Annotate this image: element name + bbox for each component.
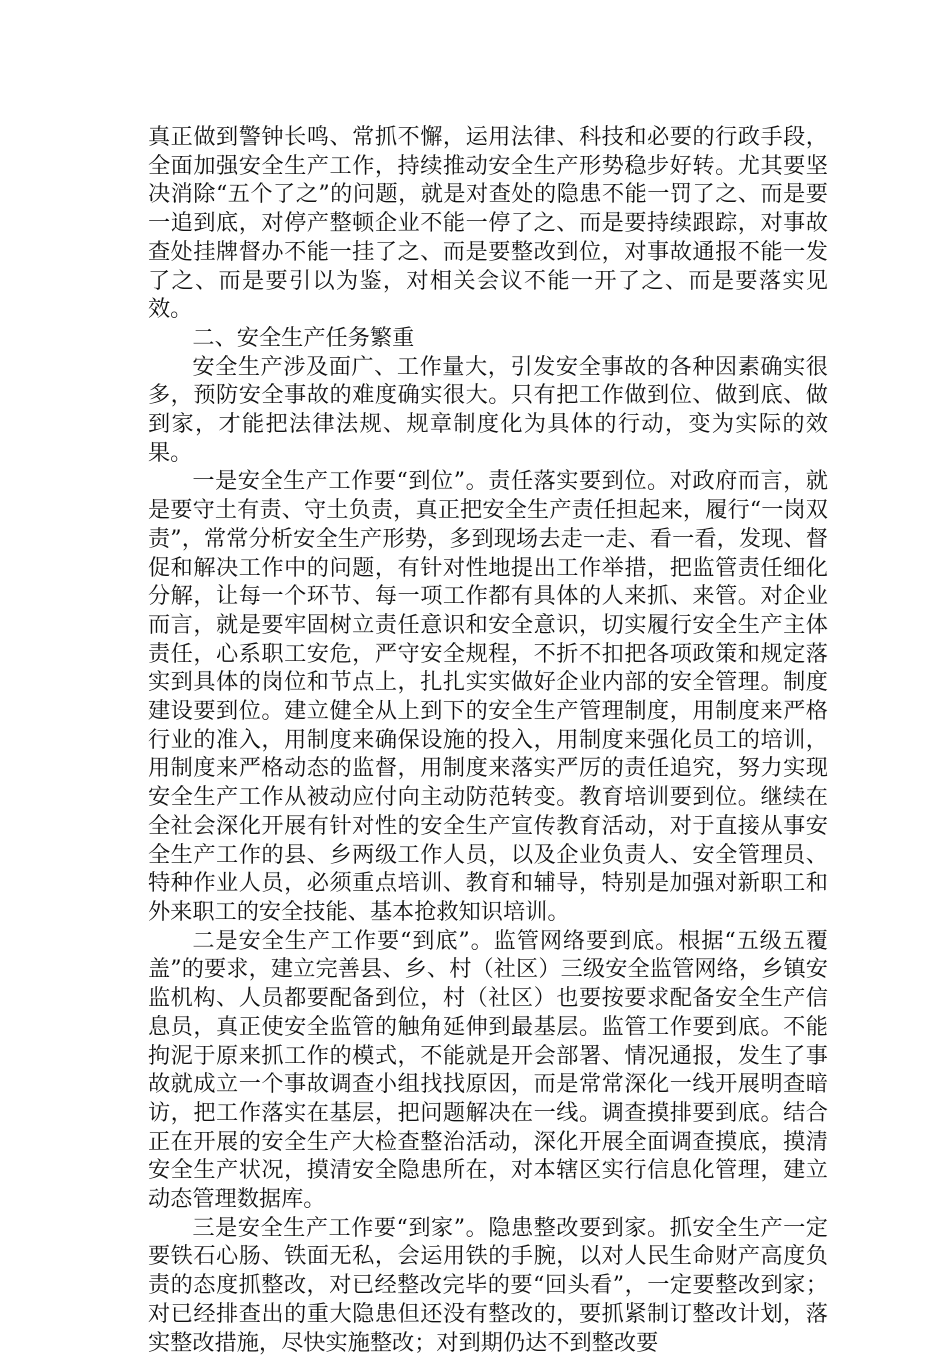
paragraph-1: 真正做到警钟长鸣、常抓不懈，运用法律、科技和必要的行政手段，全面加强安全生产工作，持续推动安全生产形势稳步好转。尤其要坚决消除“五个了之”的问题，就是对查处的隐患不能一罚了之、而是要一追到底，对停产整顿企业不能一停了之、而是要持续跟踪，对事故查处挂牌督办不能一挂了之、而是要整改到位，对事故通报不能一发了之、而是要引以为鉴，对相关会议不能一开了之、而是要落实见效。 (148, 124, 828, 323)
section-heading: 二、安全生产任务繁重 (192, 324, 415, 351)
paragraph-3: 一是安全生产工作要“到位”。责任落实要到位。对政府而言，就是要守土有责、守土负责，真正把安全生产责任担起来，履行“一岗双责”，常常分析安全生产形势，多到现场去走一走、看一看，发现、督促和解决工作中的问题，有针对性地提出工作举措，把监管责任细化分解，让每一个环节、每一项工作都有具体的人来抓、来管。对企业而言，就是要牢固树立责任意识和安全意识，切实履行安全生产主体责任，心系职工安危，严守安全规程，不折不扣把各项政策和规定落实到具体的岗位和节点上，扎扎实实做好企业内部的安全管理。制度建设要到位。建立健全从上到下的安全生产管理制度，用制度来严格行业的准入，用制度来确保设施的投入，用制度来强化员工的培训，用制度来严格动态的监督，用制度来落实严厉的责任追究，努力实现安全生产工作从被动应付向主动防范转变。教育培训要到位。继续在全社会深化开展有针对性的安全生产宣传教育活动，对于直接从事安全生产工作的县、乡两级工作人员，以及企业负责人、安全管理员、特种作业人员，必须重点培训、教育和辅导，特别是加强对新职工和外来职工的安全技能、基本抢救知识培训。 (148, 468, 828, 925)
paragraph-4: 二是安全生产工作要“到底”。监管网络要到底。根据“五级五覆盖”的要求，建立完善县、乡、村（社区）三级安全监管网络，乡镇安监机构、人员都要配备到位，村（社区）也要按要求配备安全生产信息员，真正使安全监管的触角延伸到最基层。监管工作要到底。不能拘泥于原来抓工作的模式，不能就是开会部署、情况通报，发生了事故就成立一个事故调查小组找找原因，而是常常深化一线开展明查暗访，把工作落实在基层，把问题解决在一线。调查摸排要到底。结合正在开展的安全生产大检查整治活动，深化开展全面调查摸底，摸清安全生产状况，摸清安全隐患所在，对本辖区实行信息化管理，建立动态管理数据库。 (148, 927, 828, 1213)
document-page (148, 123, 828, 1357)
paragraph-2: 安全生产涉及面广、工作量大，引发安全事故的各种因素确实很多，预防安全事故的难度确实很大。只有把工作做到位、做到底、做到家，才能把法律法规、规章制度化为具体的行动，变为实际的效果。 (148, 353, 828, 466)
paragraph-5: 三是安全生产工作要“到家”。隐患整改要到家。抓安全生产一定要铁石心肠、铁面无私，会运用铁的手腕，以对人民生命财产高度负责的态度抓整改，对已经整改完毕的要“回头看”，一定要整改到家；对已经排查出的重大隐患但还没有整改的，要抓紧制订整改计划，落实整改措施，尽快实施整改；对到期仍达不到整改要 (148, 1214, 828, 1356)
